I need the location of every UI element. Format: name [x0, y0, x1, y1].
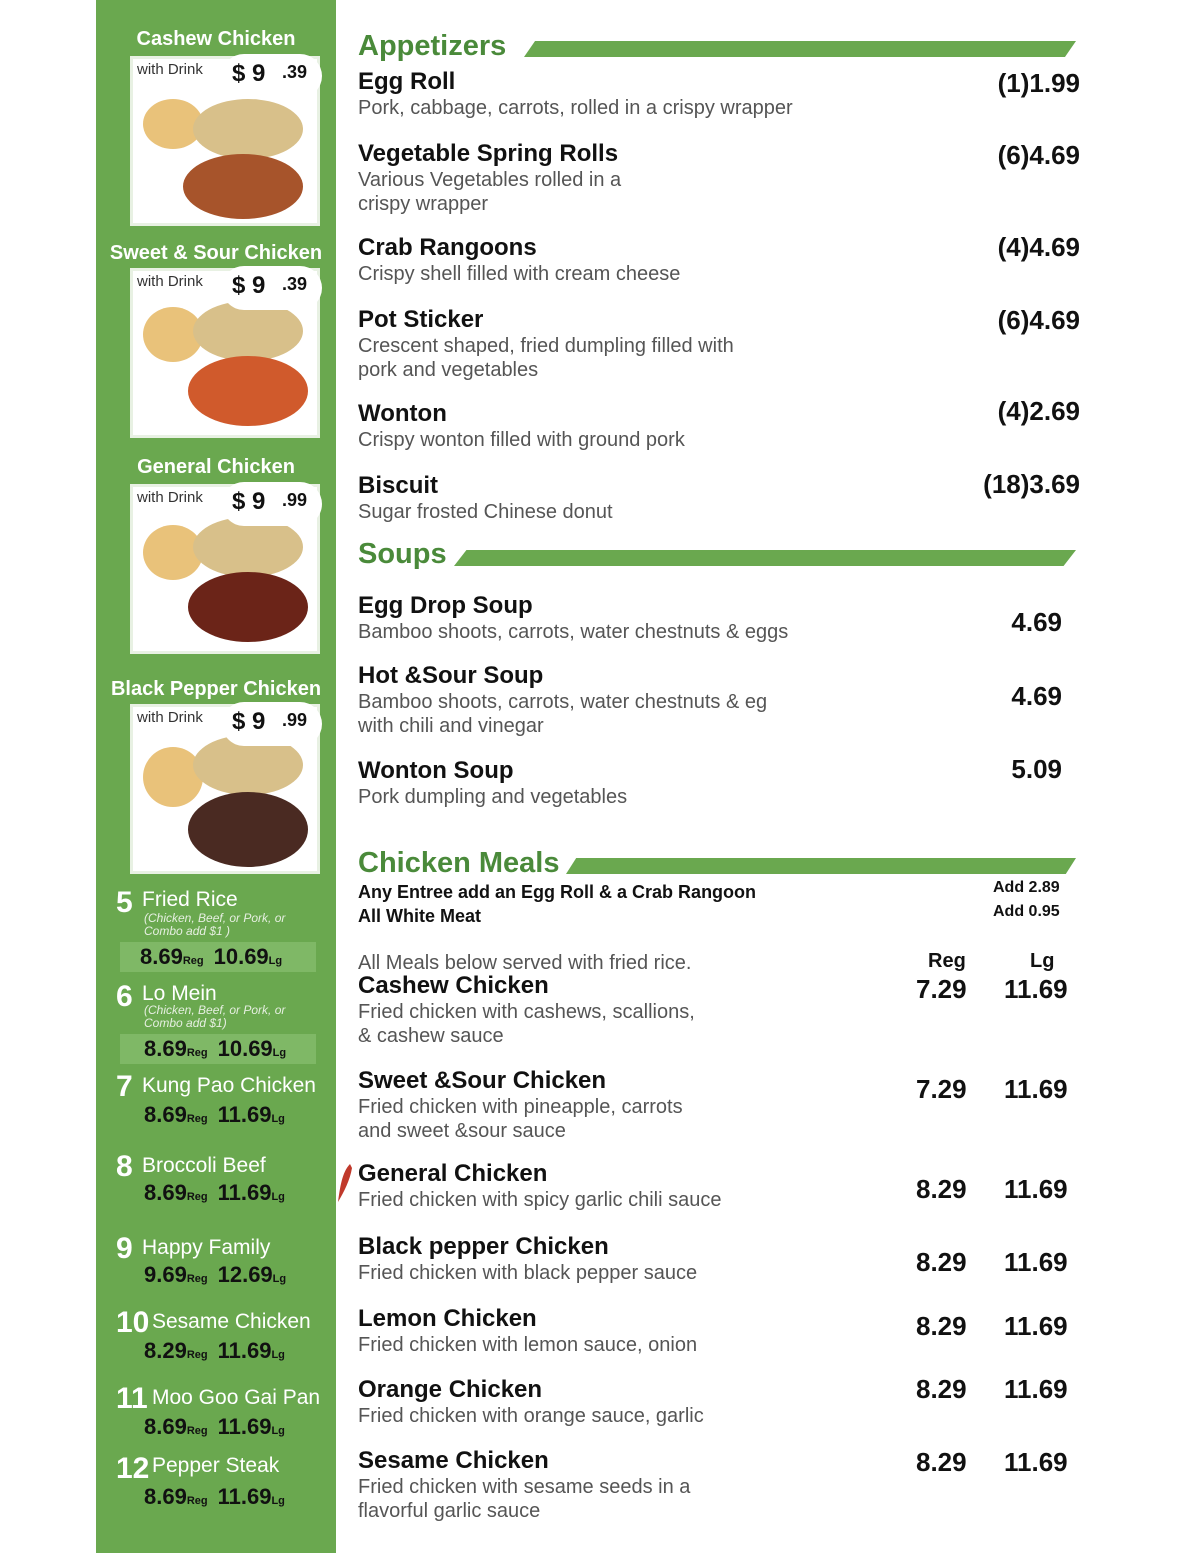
combo-price-badge [222, 54, 322, 98]
appetizers-heading: Appetizers [358, 30, 507, 62]
side-item[interactable] [96, 1150, 336, 1212]
dish-description: Pork, cabbage, carrots, rolled in a crispy wrapper [358, 97, 793, 119]
dish-description: Crispy shell filled with cream cheese [358, 263, 681, 285]
reg-label: Reg [186, 1425, 208, 1437]
with-drink-label: with Drink [137, 61, 203, 78]
combo-number: 1 [137, 180, 159, 222]
dish-description: Crescent shaped, fried dumpling filled with pork and vegetables [358, 335, 734, 381]
soup-item[interactable] [358, 592, 858, 644]
appetizer-price: (6)4.69 [997, 305, 1080, 335]
lg-label: Lg [271, 1349, 285, 1361]
lg-price: 11.69 [217, 1414, 272, 1439]
addon-price-2: Add 0.95 [993, 903, 1060, 920]
price-cents: .39 [282, 274, 308, 294]
price-dollars: $ 9 [232, 708, 266, 735]
lg-label: Lg [271, 1191, 285, 1203]
item-name: Fried Rice [142, 888, 238, 911]
item-prices [144, 1414, 295, 1440]
item-name: Lo Mein [142, 982, 217, 1005]
dish-name: Lemon Chicken [358, 1305, 537, 1332]
reg-price: 8.69 [144, 1414, 187, 1439]
lg-price: 11.69 [217, 1338, 272, 1363]
item-prices [144, 1036, 296, 1062]
lg-price: 11.69 [217, 1102, 272, 1127]
lg-price: 11.69 [1004, 974, 1068, 1004]
lg-price: 11.69 [1004, 1074, 1068, 1104]
lg-price: 11.69 [1004, 1311, 1068, 1341]
with-drink-label: with Drink [137, 709, 203, 726]
combo-number: 2 [137, 392, 159, 434]
item-number: 10 [116, 1306, 150, 1339]
dish-name: Egg Roll [358, 68, 456, 95]
appetizers-divider [524, 41, 1076, 57]
entree-food [188, 356, 308, 426]
combo-number: 4 [137, 828, 159, 870]
lg-label: Lg [271, 1113, 285, 1125]
reg-price: 7.29 [916, 1074, 967, 1104]
entree-food [188, 792, 308, 867]
item-number: 5 [116, 886, 133, 919]
soup-item[interactable] [358, 662, 858, 738]
item-number: 9 [116, 1232, 133, 1265]
rice-food [193, 99, 303, 159]
item-name: Sesame Chicken [152, 1310, 311, 1333]
reg-price: 8.29 [916, 1247, 967, 1277]
item-name: Kung Pao Chicken [142, 1074, 316, 1097]
dish-name: Biscuit [358, 472, 439, 499]
dish-name: Sesame Chicken [358, 1447, 549, 1474]
price-dollars: $ 9 [232, 272, 266, 299]
lg-label: Lg [271, 1425, 285, 1437]
combo-title: Black Pepper Chicken [110, 678, 322, 700]
dish-description: Crispy wonton filled with ground pork [358, 429, 685, 451]
item-number: 8 [116, 1150, 133, 1183]
reg-price: 8.69 [144, 1484, 187, 1509]
soups-divider [454, 550, 1076, 566]
dish-name: General Chicken [358, 1160, 548, 1187]
appetizer-price: (4)2.69 [997, 396, 1080, 426]
lg-price: 11.69 [1004, 1247, 1068, 1277]
combo-number: 3 [137, 608, 159, 650]
appetizer-price: (18)3.69 [983, 469, 1080, 499]
reg-price: 8.69 [144, 1180, 187, 1205]
reg-price: 8.29 [916, 1374, 967, 1404]
chicken-meals-heading: Chicken Meals [358, 847, 560, 879]
appetizer-item[interactable] [358, 472, 858, 524]
reg-price: 8.69 [144, 1102, 187, 1127]
item-prices [144, 1484, 295, 1510]
dish-description: Fried chicken with pineapple, carrots and sweet &sour sauce [358, 1096, 683, 1142]
dish-description: Bamboo shoots, carrots, water chestnuts & eggs [358, 621, 789, 643]
reg-price: 8.69 [140, 944, 183, 969]
rice-food [193, 517, 303, 577]
dish-name: Orange Chicken [358, 1376, 543, 1403]
reg-label: Reg [186, 1495, 208, 1507]
side-item[interactable] [96, 1452, 336, 1514]
appetizer-item[interactable] [358, 140, 858, 216]
item-name: Pepper Steak [152, 1454, 280, 1477]
dish-name: Vegetable Spring Rolls [358, 140, 619, 167]
item-number: 6 [116, 980, 133, 1013]
chicken-meal-item[interactable] [358, 1160, 858, 1212]
dish-description: Various Vegetables rolled in a crispy wrapper [358, 169, 622, 215]
chicken-meal-item[interactable] [358, 1305, 858, 1357]
dish-description: Fried chicken with orange sauce, garlic [358, 1405, 704, 1427]
entree-food [183, 154, 303, 219]
addon-egg-roll-rangoon: Any Entree add an Egg Roll & a Crab Rangoon [358, 882, 757, 902]
addon-price-1: Add 2.89 [993, 879, 1060, 896]
combo-price-badge [222, 702, 322, 746]
with-drink-label: with Drink [137, 273, 203, 290]
lg-price: 11.69 [217, 1484, 272, 1509]
item-number: 12 [116, 1452, 150, 1485]
item-prices [144, 1262, 296, 1288]
item-name: Broccoli Beef [142, 1154, 266, 1177]
appetizer-price: (6)4.69 [997, 140, 1080, 170]
appetizer-price: (4)4.69 [997, 232, 1080, 262]
combo-sidebar [96, 0, 336, 1553]
price-cents: .99 [282, 710, 308, 730]
price-dollars: $ 9 [232, 488, 266, 515]
lg-label: Lg [272, 1047, 287, 1059]
side-item[interactable] [96, 1306, 336, 1368]
entree-food [188, 572, 308, 642]
side-item[interactable] [96, 1382, 336, 1444]
chicken-meal-item[interactable] [358, 1233, 858, 1285]
dish-description: Fried chicken with cashews, scallions, & cashew sauce [358, 1001, 695, 1047]
side-item[interactable] [96, 978, 336, 1066]
addon-white-meat: All White Meat [358, 906, 482, 926]
item-note: (Chicken, Beef, or Pork, or Combo add $1 ) [144, 911, 286, 938]
lg-price: 10.69 [213, 944, 269, 969]
price-cents: .99 [282, 490, 308, 510]
item-note: (Chicken, Beef, or Pork, or Combo add $1) [144, 1003, 286, 1030]
chicken-meal-item[interactable] [358, 1067, 858, 1143]
soup-price: 4.69 [1011, 607, 1062, 637]
side-item[interactable] [96, 886, 336, 972]
soup-price: 5.09 [1011, 754, 1062, 784]
combo-title: Sweet & Sour Chicken [109, 242, 323, 264]
chicken-meal-item[interactable] [358, 1376, 858, 1428]
appetizer-item[interactable] [358, 68, 858, 120]
dish-name: Black pepper Chicken [358, 1233, 609, 1260]
dish-description: Fried chicken with sesame seeds in a flavorful garlic sauce [358, 1476, 691, 1522]
reg-price: 8.29 [916, 1174, 967, 1204]
lg-price: 11.69 [217, 1180, 272, 1205]
item-prices [144, 1180, 295, 1206]
dish-description: Pork dumpling and vegetables [358, 786, 628, 808]
soup-price: 4.69 [1011, 681, 1062, 711]
side-item[interactable] [96, 1070, 336, 1132]
appetizer-item[interactable] [358, 306, 858, 382]
item-prices [144, 1338, 295, 1364]
reg-label: Reg [186, 1047, 208, 1059]
price-dollars: $ 9 [232, 60, 266, 87]
lg-label: Lg [268, 955, 283, 967]
reg-label: Reg [186, 1273, 208, 1285]
reg-price: 8.29 [916, 1447, 967, 1477]
lg-label: Lg [272, 1273, 287, 1285]
dish-name: Wonton Soup [358, 757, 514, 784]
dish-name: Hot &Sour Soup [358, 662, 544, 689]
item-name: Happy Family [142, 1236, 271, 1259]
side-item[interactable] [96, 1232, 336, 1294]
lg-label: Lg [271, 1495, 285, 1507]
item-number: 11 [116, 1382, 148, 1415]
reg-label: Reg [186, 1191, 208, 1203]
with-drink-label: with Drink [137, 489, 203, 506]
lg-price: 12.69 [217, 1262, 273, 1287]
soups-heading: Soups [358, 538, 447, 570]
dish-description: Bamboo shoots, carrots, water chestnuts & eg with chili and vinegar [358, 691, 768, 737]
lg-price: 10.69 [217, 1036, 273, 1061]
lg-price: 11.69 [1004, 1447, 1068, 1477]
dish-name: Crab Rangoons [358, 234, 537, 261]
appetizer-item[interactable] [358, 400, 858, 452]
item-name: Moo Goo Gai Pan [152, 1386, 321, 1409]
dish-name: Wonton [358, 400, 447, 427]
soup-item[interactable] [358, 757, 858, 809]
dish-description: Fried chicken with spicy garlic chili sauce [358, 1189, 722, 1211]
lg-column-header: Lg [1030, 950, 1055, 972]
dish-name: Egg Drop Soup [358, 592, 533, 619]
combo-price-badge [222, 266, 322, 310]
spicy-chili-icon [336, 1162, 356, 1206]
dish-description: Fried chicken with lemon sauce, onion [358, 1334, 698, 1356]
rice-food [193, 301, 303, 361]
combo-title: Cashew Chicken [136, 28, 296, 50]
reg-price: 8.29 [144, 1338, 187, 1363]
price-cents: .39 [282, 62, 308, 82]
served-with-note: All Meals below served with fried rice. [358, 952, 692, 974]
reg-label: Reg [182, 955, 204, 967]
appetizer-price: (1)1.99 [997, 68, 1080, 98]
reg-label: Reg [186, 1349, 208, 1361]
reg-label: Reg [186, 1113, 208, 1125]
lg-price: 11.69 [1004, 1374, 1068, 1404]
appetizer-item[interactable] [358, 234, 858, 286]
lg-price: 11.69 [1004, 1174, 1068, 1204]
combo-title: General Chicken [137, 456, 295, 478]
chicken-meals-divider [566, 858, 1076, 874]
dish-name: Pot Sticker [358, 306, 484, 333]
dish-description: Fried chicken with black pepper sauce [358, 1262, 698, 1284]
reg-price: 8.69 [144, 1036, 187, 1061]
reg-price: 8.29 [916, 1311, 967, 1341]
dish-name: Cashew Chicken [358, 972, 549, 999]
combo-price-badge [222, 482, 322, 526]
chicken-meal-item[interactable] [358, 972, 858, 1048]
item-prices [140, 944, 292, 970]
chicken-meal-item[interactable] [358, 1447, 858, 1523]
reg-column-header: Reg [928, 950, 966, 972]
item-prices [144, 1102, 295, 1128]
item-number: 7 [116, 1070, 133, 1103]
reg-price: 9.69 [144, 1262, 187, 1287]
dish-description: Sugar frosted Chinese donut [358, 501, 613, 523]
reg-price: 7.29 [916, 974, 967, 1004]
dish-name: Sweet &Sour Chicken [358, 1067, 607, 1094]
